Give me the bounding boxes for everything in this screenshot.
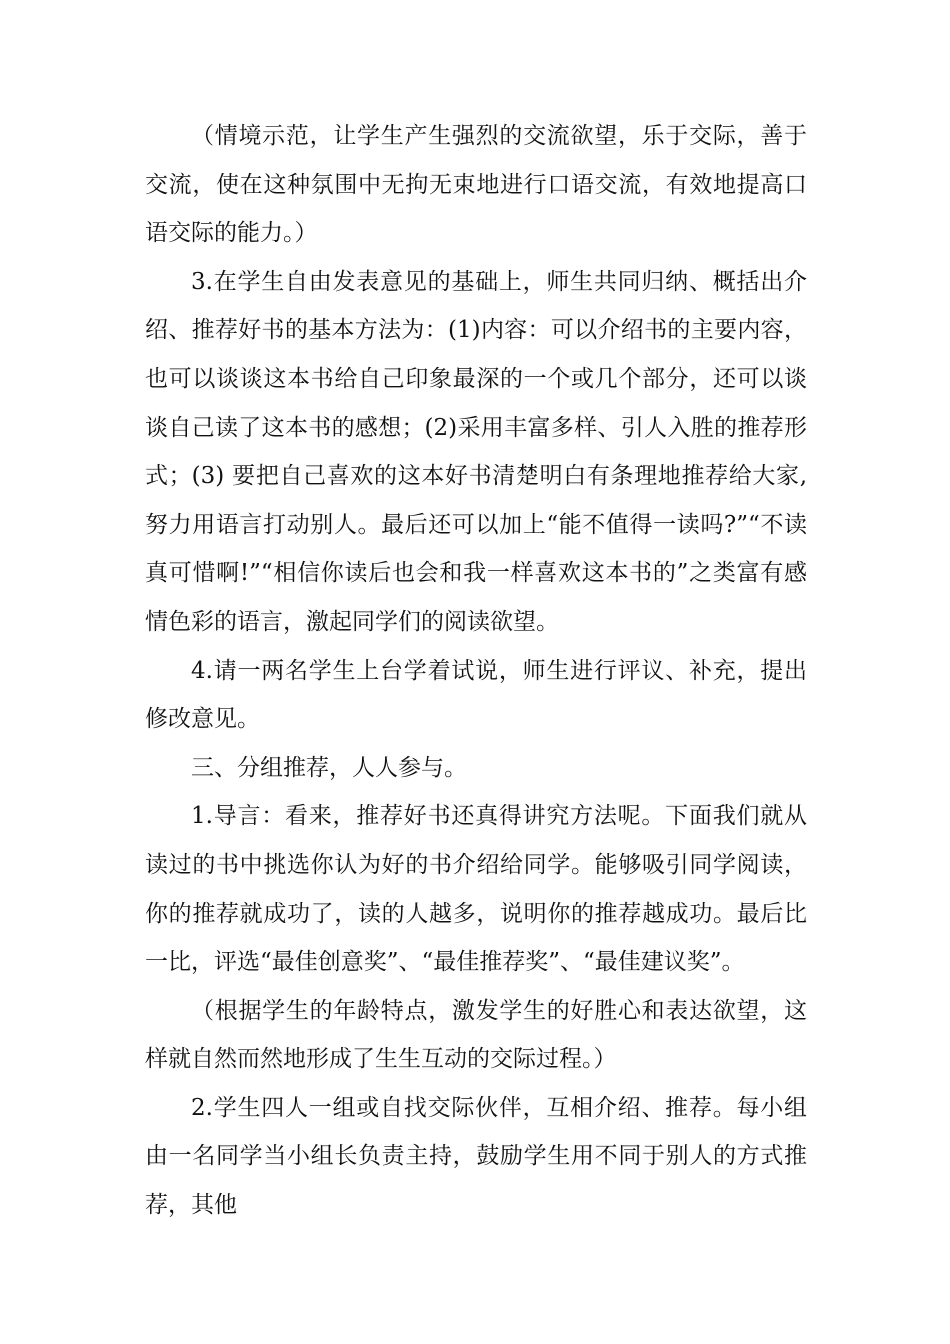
paragraph-intent-note: （情境示范，让学生产生强烈的交流欲望，乐于交际，善于交流，使在这种氛围中无拘无束地进行口语交流，有效地提高口语交际的能力。） — [145, 123, 807, 247]
paragraph-step-3: 3.在学生自由发表意见的基础上，师生共同归纳、概括出介绍、推荐好书的基本方法为：(1)内容：可以介绍书的主要内容，也可以谈谈这本书给自己印象最深的一个或几个部分，还可以谈谈自己读了这本书的感想；(2)采用丰富多样、引人入胜的推荐形式；(3) 要把自己喜欢的这本好书清楚明白有条理地推荐给大家,努力用语言打动别人。最后还可以加上“能不值得一读吗?”“不读真可惜啊!”“相信你读后也会和我一样喜欢这本书的”之类富有感情色彩的语言，激起同学们的阅读欲望。 — [145, 268, 807, 635]
paragraph-step-2: 2.学生四人一组或自找交际伙伴，互相介绍、推荐。每小组由一名同学当小组长负责主持，鼓励学生用不同于别人的方式推荐，其他 — [145, 1094, 807, 1219]
paragraph-step-4: 4.请一两名学生上台学着试说，师生进行评议、补充，提出修改意见。 — [145, 657, 807, 733]
paragraph-intro-1: 1.导言：看来，推荐好书还真得讲究方法呢。下面我们就从读过的书中挑选你认为好的书介绍给同学。能够吸引同学阅读，你的推荐就成功了，读的人越多，说明你的推荐越成功。最后比一比，评选“最佳创意奖”、“最佳推荐奖”、“最佳建议奖”。 — [145, 803, 807, 976]
document-body — [145, 112, 807, 1230]
paragraph-design-note: （根据学生的年龄特点，激发学生的好胜心和表达欲望，这样就自然而然地形成了生生互动的交际过程。） — [145, 997, 807, 1073]
section-heading-3: 三、分组推荐，人人参与。 — [191, 754, 467, 781]
